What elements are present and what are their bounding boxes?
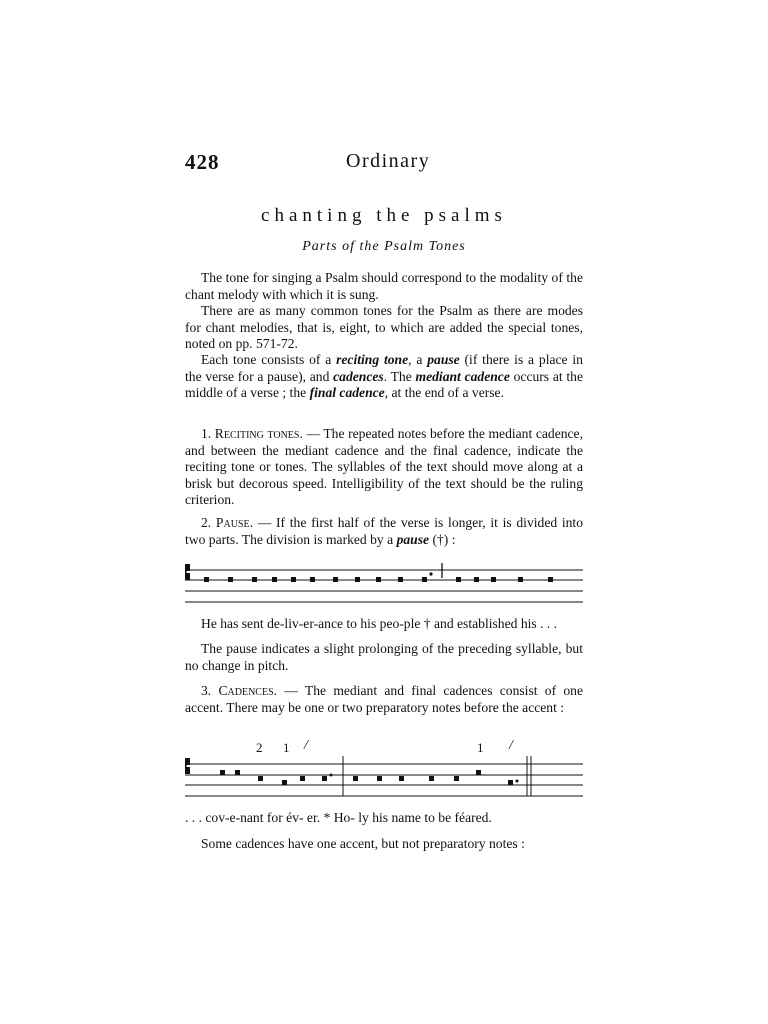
paragraph-reciting-tones: 1. Reciting tones. — The repeated notes before the mediant cadence, and between the mediant cadence and the final cadence, indicate the reciting tone or tones. The syllables of the text should move along at a brisk but decorous speed. Intelligibility of the text should be the ruling criterion. — [185, 426, 583, 508]
note — [252, 577, 257, 582]
term-reciting-tone: reciting tone — [336, 352, 409, 367]
term-final-cadence: final cadence — [309, 385, 385, 401]
c-clef-icon — [185, 564, 190, 580]
paragraph-tone-parts: Each tone consists of a reciting tone, a pause (if there is a place in the verse for a pause), and cadences. The mediant cadence occurs at the middle of a verse ; the final cadence, at the end of a verse. — [185, 352, 583, 401]
paragraph-cadences: 3. Cadences. — The mediant and final cadences consist of one accent. There may be one or two preparatory notes before the accent : — [185, 683, 583, 715]
note — [272, 577, 277, 582]
mark-preparatory-final: 1 — [477, 740, 484, 755]
mark-accent-final: / — [509, 738, 513, 753]
note — [376, 577, 381, 582]
heading-pause: Pause. — [215, 515, 253, 530]
mora-dot — [429, 572, 432, 575]
note — [377, 776, 382, 781]
example-1-lyrics: He has sent de-liv-er-ance to his peo-ple † and established his . . . — [201, 616, 558, 631]
term-mediant-cadence: mediant cadence — [415, 368, 510, 384]
note — [355, 577, 360, 582]
note — [333, 577, 338, 582]
note — [310, 577, 315, 582]
note — [322, 776, 327, 781]
note — [399, 776, 404, 781]
note — [518, 577, 523, 582]
heading-reciting-tones: Reciting tones. — [214, 426, 303, 441]
note — [300, 776, 305, 781]
chant-staff-example-2 — [185, 756, 585, 804]
paragraph-pause-explanation: The pause indicates a slight prolonging of the preceding syllable, but no change in pitch. — [185, 641, 583, 673]
paragraph-common-tones: There are as many common tones for the Psalm as there are modes for chant melodies, that is, eight, to which are added the special tones, noted on pp. 571-72. — [185, 303, 583, 352]
paragraph-single-accent: Some cadences have one accent, but not preparatory notes : — [201, 836, 525, 851]
note — [353, 776, 358, 781]
mora-dot — [516, 780, 519, 783]
mark-accent: / — [304, 738, 308, 753]
paragraph-modality: The tone for singing a Psalm should correspond to the modality of the chant melody with which it is sung. — [185, 270, 583, 302]
note — [235, 770, 240, 775]
note — [508, 780, 513, 785]
page-number: 428 — [185, 150, 220, 174]
note — [220, 770, 225, 775]
term-cadences: cadences — [333, 368, 384, 384]
note — [228, 577, 233, 582]
mark-preparatory-2: 2 — [256, 740, 263, 755]
note — [422, 577, 427, 582]
term-pause-2: pause — [396, 531, 430, 547]
term-pause: pause — [427, 352, 460, 367]
section-title: chanting the psalms — [261, 205, 507, 226]
note — [474, 577, 479, 582]
note — [291, 577, 296, 582]
example-2-lyrics: . . . cov-e-nant for év- er. * Ho- ly his name to be féared. — [185, 810, 492, 825]
note — [429, 776, 434, 781]
note — [204, 577, 209, 582]
paragraph-pause: 2. Pause. — If the first half of the verse is longer, it is divided into two parts. The division is marked by a pause (†) : — [185, 515, 583, 547]
running-title: Ordinary — [346, 150, 431, 172]
note — [258, 776, 263, 781]
subsection-title: Parts of the Psalm Tones — [302, 239, 466, 254]
mora-dot — [330, 774, 333, 777]
note — [398, 577, 403, 582]
note — [476, 770, 481, 775]
chant-staff-example-1 — [185, 560, 585, 608]
c-clef-icon — [185, 758, 190, 774]
note — [282, 780, 287, 785]
note — [456, 577, 461, 582]
note — [454, 776, 459, 781]
mark-preparatory-1: 1 — [283, 740, 290, 755]
heading-cadences: Cadences. — [218, 683, 278, 698]
note — [491, 577, 496, 582]
note — [548, 577, 553, 582]
